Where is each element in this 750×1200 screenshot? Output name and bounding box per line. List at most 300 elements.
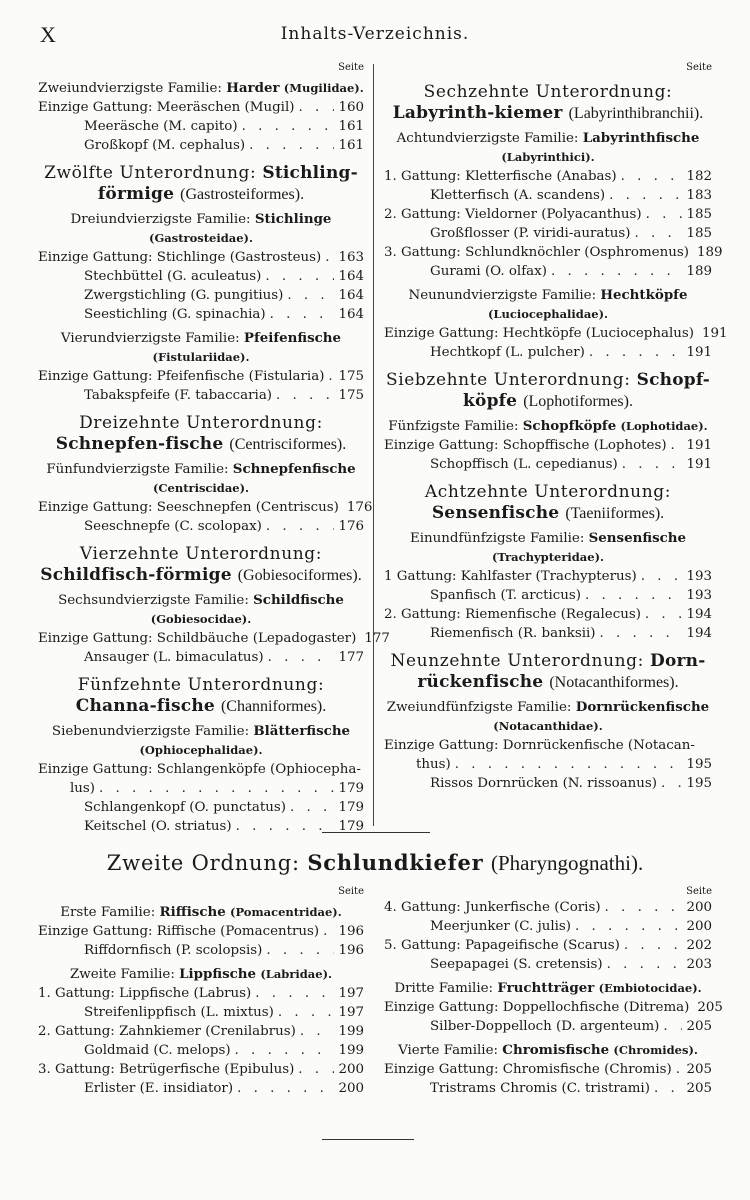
suborder-name: Schildfisch-förmige <box>40 565 232 585</box>
entry-text: Erlister (E. insidiator) <box>84 1081 234 1096</box>
suborder-name: Channa-fische <box>75 696 215 716</box>
suborder-prefix: Zwölfte Unterordnung: <box>44 163 257 183</box>
species-entry <box>38 286 364 305</box>
toc-list-left <box>38 79 390 836</box>
entry-text: Meeräsche (M. capito) <box>84 119 238 134</box>
family-heading <box>38 591 364 629</box>
leader-dots <box>294 98 334 117</box>
page-ref: 199 <box>338 1043 364 1058</box>
family-latin: (Labyrinthici). <box>501 150 595 164</box>
family-latin: (Luciocephalidae). <box>487 307 609 321</box>
entry-text: Riffdornfisch (P. scolopsis) <box>84 943 263 958</box>
page-ref: 176 <box>338 519 364 534</box>
page-ref: 203 <box>686 957 712 972</box>
species-entry <box>384 1017 712 1036</box>
page-ref: 179 <box>338 819 364 834</box>
entry-text: Stechbüttel (G. aculeatus) <box>84 269 262 284</box>
family-name: Schildfische <box>253 592 344 608</box>
entry-text: Ansauger (L. bimaculatus) <box>84 650 264 665</box>
family-heading <box>384 417 712 436</box>
suborder-prefix: Dreizehnte Unterordnung: <box>79 413 323 433</box>
leader-dots <box>630 224 682 243</box>
leader-dots <box>262 941 334 960</box>
suborder-heading <box>384 651 712 693</box>
entry-text: 3. Gattung: Betrügerfische (Epibulus) <box>38 1062 295 1077</box>
leader-dots <box>324 367 334 386</box>
leader-dots <box>274 1003 335 1022</box>
family-name: Schnepfenfische <box>232 461 356 477</box>
leader-dots <box>251 984 334 1003</box>
genus-entry <box>384 755 712 774</box>
genus-entry <box>38 1022 364 1041</box>
leader-dots <box>620 936 683 955</box>
leader-dots <box>672 1060 683 1079</box>
seite-label: Seite <box>686 886 712 897</box>
entry-text: 1 Gattung: Kahlfaster (Trachypterus) <box>384 569 637 584</box>
genus-entry <box>384 998 723 1017</box>
genus-entry <box>38 760 364 779</box>
leader-dots <box>245 136 334 155</box>
suborder-latin: (Gobiesociformes). <box>237 567 362 584</box>
leader-dots <box>95 779 334 798</box>
family-heading <box>38 722 364 760</box>
entry-text: 2. Gattung: Zahnkiemer (Crenilabrus) <box>38 1024 296 1039</box>
page-ref: 182 <box>686 169 712 184</box>
page-ref: 193 <box>686 588 712 603</box>
suborder-latin: (Taeniiformes). <box>565 505 665 522</box>
entry-text: Seepapagei (S. cretensis) <box>430 957 603 972</box>
family-latin: (Lophotidae). <box>620 419 708 433</box>
species-entry <box>38 386 364 405</box>
species-entry <box>38 817 364 836</box>
leader-dots <box>261 267 334 286</box>
genus-entry <box>38 248 364 267</box>
suborder-latin: (Lophotiformes). <box>523 393 633 410</box>
leader-dots <box>601 898 683 917</box>
family-label: Erste Familie: <box>60 905 156 920</box>
suborder-name: Schnepfen-fische <box>55 434 224 454</box>
leader-dots <box>642 205 683 224</box>
entry-text: Einzige Gattung: Hechtköpfe (Luciocephalus) <box>384 326 694 341</box>
leader-dots <box>571 917 682 936</box>
entry-text: Großkopf (M. cephalus) <box>84 138 246 153</box>
entry-text: Einzige Gattung: Riffische (Pomacentrus) <box>38 924 320 939</box>
page-ref: 177 <box>364 631 390 646</box>
page-ref: 196 <box>338 943 364 958</box>
suborder-latin: (Labyrinthibranchii). <box>568 105 704 122</box>
family-heading <box>384 286 712 324</box>
suborder-name: Labyrinth-kiemer <box>392 103 563 123</box>
family-name: Blätterfische <box>253 723 351 739</box>
leader-dots <box>596 624 683 643</box>
suborder-prefix: Sechzehnte Unterordnung: <box>423 82 673 102</box>
suborder-heading <box>38 413 364 455</box>
page-ref: 200 <box>338 1062 364 1077</box>
leader-dots <box>581 586 682 605</box>
order-right-column <box>384 886 723 1098</box>
family-latin: (Centriscidae). <box>152 481 250 495</box>
section-divider <box>322 832 430 833</box>
page-ref: 177 <box>338 650 364 665</box>
page-ref: 191 <box>686 457 712 472</box>
suborder-prefix: Achtzehnte Unterordnung: <box>424 482 672 502</box>
genus-entry <box>38 984 364 1003</box>
entry-text: 2. Gattung: Vieldorner (Polyacanthus) <box>384 207 642 222</box>
species-entry <box>38 267 364 286</box>
family-latin: (Labridae). <box>260 967 333 981</box>
family-latin: (Embiotocidae). <box>598 981 702 995</box>
species-entry <box>384 224 712 243</box>
page-ref: 179 <box>338 781 364 796</box>
leader-dots <box>618 455 683 474</box>
page-ref: 189 <box>696 245 723 260</box>
page-ref: 194 <box>686 607 712 622</box>
species-entry <box>384 955 712 974</box>
page-ref: 179 <box>338 800 364 815</box>
suborder-prefix: Fünfzehnte Unterordnung: <box>77 675 325 695</box>
page-ref: 185 <box>686 226 712 241</box>
family-label: Vierte Familie: <box>398 1043 499 1058</box>
species-entry <box>38 1041 364 1060</box>
genus-entry <box>384 243 723 262</box>
entry-text: 1. Gattung: Lippfische (Labrus) <box>38 986 252 1001</box>
family-name: Lippfische <box>179 966 257 982</box>
order-heading <box>0 850 750 876</box>
leader-dots <box>272 386 334 405</box>
entry-text: 3. Gattung: Schlundknöchler (Osphromenus) <box>384 245 689 260</box>
entry-text: 2. Gattung: Riemenfische (Regalecus) <box>384 607 641 622</box>
page-ref: 175 <box>338 388 364 403</box>
page-ref: 189 <box>686 264 712 279</box>
page-ref: 164 <box>338 288 364 303</box>
seite-label: Seite <box>338 62 364 73</box>
family-heading <box>38 79 364 98</box>
family-name: Hechtköpfe <box>600 287 688 303</box>
suborder-latin: (Gastrosteiformes). <box>180 186 305 203</box>
genus-entry <box>38 98 364 117</box>
page-ref: 191 <box>702 326 728 341</box>
page-ref: 197 <box>338 986 364 1001</box>
entry-text: Tabakspfeife (F. tabaccaria) <box>84 388 273 403</box>
family-label: Zweite Familie: <box>69 967 175 982</box>
family-latin: (Trachypteridae). <box>491 550 605 564</box>
family-latin: (Gastrosteidae). <box>149 231 253 245</box>
entry-text: Einzige Gattung: Schopffische (Lophotes) <box>384 438 667 453</box>
leader-dots <box>233 1079 334 1098</box>
suborder-name: Sensenfische <box>431 503 560 523</box>
genus-entry <box>38 367 364 386</box>
genus-entry <box>384 898 712 917</box>
family-latin: (Mugilidae). <box>283 81 364 95</box>
family-latin: (Ophiocephalidae). <box>139 743 263 757</box>
family-name: Harder <box>226 80 280 96</box>
family-name: Fruchtträger <box>497 980 595 996</box>
suborder-heading <box>38 675 364 717</box>
family-label: Dreiundvierzigste Familie: <box>70 212 251 227</box>
family-name: Riffische <box>159 904 226 920</box>
page-ref: 164 <box>338 269 364 284</box>
page-ref: 163 <box>338 250 364 265</box>
species-entry <box>384 455 712 474</box>
entry-text: Einzige Gattung: Doppellochfische (Ditrema) <box>384 1000 690 1015</box>
entry-text: Schlangenkopf (O. punctatus) <box>84 800 286 815</box>
page-ref: 200 <box>686 919 712 934</box>
entry-text: Einzige Gattung: Dornrückenfische (Notacan- <box>384 738 695 753</box>
leader-dots <box>283 286 334 305</box>
seite-label: Seite <box>338 886 364 897</box>
seite-label: Seite <box>686 62 712 73</box>
species-entry <box>384 262 712 281</box>
running-title: Inhalts-Verzeichnis. <box>280 24 470 44</box>
entry-text: Seestichling (G. spinachia) <box>84 307 266 322</box>
page-ref: 195 <box>686 776 712 791</box>
species-entry <box>38 305 364 324</box>
page-ref: 191 <box>686 438 712 453</box>
genus-entry <box>384 205 712 224</box>
order-name: Schlundkiefer <box>307 850 484 875</box>
species-entry <box>38 136 364 155</box>
entry-text: Einzige Gattung: Chromisfische (Chromis) <box>384 1062 672 1077</box>
suborder-heading <box>38 163 364 205</box>
species-entry <box>384 343 712 362</box>
genus-entry <box>38 922 364 941</box>
leader-dots <box>605 186 682 205</box>
entry-text: Kletterfisch (A. scandens) <box>430 188 606 203</box>
family-label: Siebenundvierzigste Familie: <box>51 724 250 739</box>
page-ref: 193 <box>686 569 712 584</box>
toc-list-order-left <box>38 903 364 1098</box>
family-label: Achtundvierzigste Familie: <box>396 131 579 146</box>
family-name: Sensenfische <box>588 530 687 546</box>
species-entry <box>384 1079 712 1098</box>
family-heading <box>384 129 712 167</box>
entry-text: Schopffisch (L. cepedianus) <box>430 457 618 472</box>
leader-dots <box>617 167 683 186</box>
species-entry <box>38 117 364 136</box>
order-latin: (Pharyngognathi). <box>490 851 644 875</box>
column-divider <box>373 64 374 826</box>
leader-dots <box>659 1017 682 1036</box>
genus-entry <box>384 167 712 186</box>
entry-text: Einzige Gattung: Schlangenköpfe (Ophiocepha- <box>38 762 361 777</box>
end-divider <box>322 1139 414 1140</box>
order-left-column <box>38 886 364 1098</box>
family-label: Zweiundfünfzigste Familie: <box>386 700 572 715</box>
species-entry <box>38 941 364 960</box>
genus-entry <box>384 567 712 586</box>
species-entry <box>384 586 712 605</box>
page-ref: 205 <box>697 1000 723 1015</box>
entry-text: 5. Gattung: Papageifische (Scarus) <box>384 938 620 953</box>
leader-dots <box>238 117 335 136</box>
page-ref: 176 <box>346 500 373 515</box>
family-heading <box>38 965 364 984</box>
family-latin: (Pomacentridae). <box>230 905 342 919</box>
suborder-heading <box>384 370 712 412</box>
family-name: Dornrückenfische <box>575 699 710 715</box>
leader-dots <box>296 1022 335 1041</box>
family-heading <box>384 1041 712 1060</box>
species-entry <box>384 917 712 936</box>
suborder-name: Dorn-rückenfische <box>417 651 706 692</box>
page-ref: 196 <box>338 924 364 939</box>
toc-list-right <box>384 82 728 793</box>
page-number: X <box>40 22 56 47</box>
leader-dots <box>603 955 683 974</box>
page-ref: 161 <box>338 119 364 134</box>
entry-text: Goldmaid (C. melops) <box>84 1043 231 1058</box>
suborder-name: Stichling-förmige <box>97 163 358 204</box>
suborder-latin: (Channiformes). <box>220 698 327 715</box>
order-prefix: Zweite Ordnung: <box>106 851 300 875</box>
family-heading <box>38 210 364 248</box>
family-heading <box>384 529 712 567</box>
entry-text: Tristrams Chromis (C. tristrami) <box>430 1081 650 1096</box>
page-ref: 205 <box>686 1019 712 1034</box>
entry-text: Keitschel (O. striatus) <box>84 819 232 834</box>
leader-dots <box>286 798 334 817</box>
entry-text: lus) <box>70 781 96 796</box>
genus-entry <box>38 1060 364 1079</box>
page-ref: 199 <box>338 1024 364 1039</box>
page-ref: 200 <box>686 900 712 915</box>
family-latin: (Fistulariidae). <box>152 350 250 364</box>
entry-text: Hechtkopf (L. pulcher) <box>430 345 585 360</box>
species-entry <box>384 186 712 205</box>
genus-entry <box>38 629 390 648</box>
genus-entry <box>384 605 712 624</box>
family-heading <box>384 979 712 998</box>
leader-dots <box>667 436 683 455</box>
leader-dots <box>294 1060 334 1079</box>
leader-dots <box>637 567 683 586</box>
family-label: Vierundvierzigste Familie: <box>60 331 240 346</box>
entry-text: Spanfisch (T. arcticus) <box>430 588 582 603</box>
suborder-latin: (Notacanthiformes). <box>549 674 679 691</box>
genus-entry <box>384 436 712 455</box>
leader-dots <box>657 774 682 793</box>
family-label: Sechsundvierzigste Familie: <box>58 593 249 608</box>
leader-dots <box>319 922 334 941</box>
family-latin: (Gobiesocidae). <box>150 612 252 626</box>
page-ref: 175 <box>338 369 364 384</box>
page-ref: 161 <box>338 138 364 153</box>
suborder-prefix: Vierzehnte Unterordnung: <box>79 544 323 564</box>
page-header <box>40 22 710 52</box>
species-entry <box>38 798 364 817</box>
genus-entry <box>38 498 373 517</box>
leader-dots <box>232 817 335 836</box>
leader-dots <box>262 517 335 536</box>
leader-dots <box>321 248 334 267</box>
page-ref: 202 <box>686 938 712 953</box>
page-ref: 160 <box>338 100 364 115</box>
page-ref: 194 <box>686 626 712 641</box>
entry-text: Zwergstichling (G. pungitius) <box>84 288 284 303</box>
family-name: Schopfköpfe <box>522 418 617 434</box>
genus-entry <box>384 936 712 955</box>
family-label: Einundfünfzigste Familie: <box>409 531 585 546</box>
species-entry <box>38 1079 364 1098</box>
leader-dots <box>650 1079 683 1098</box>
family-label: Fünfundvierzigste Familie: <box>46 462 229 477</box>
entry-text: Seeschnepfe (C. scolopax) <box>84 519 262 534</box>
left-column <box>38 62 390 836</box>
leader-dots <box>231 1041 335 1060</box>
family-label: Dritte Familie: <box>394 981 494 996</box>
genus-entry <box>384 1060 712 1079</box>
page-ref: 185 <box>686 207 712 222</box>
family-name: Stichlinge <box>254 211 332 227</box>
family-label: Fünfzigste Familie: <box>388 419 519 434</box>
suborder-heading <box>384 82 712 124</box>
leader-dots <box>266 305 335 324</box>
entry-text: thus) <box>416 757 451 772</box>
species-entry <box>384 774 712 793</box>
page-ref: 164 <box>338 307 364 322</box>
page-ref: 197 <box>338 1005 364 1020</box>
entry-text: Rissos Dornrücken (N. rissoanus) <box>430 776 657 791</box>
entry-text: 4. Gattung: Junkerfische (Coris) <box>384 900 601 915</box>
suborder-heading <box>38 544 364 586</box>
leader-dots <box>451 755 683 774</box>
suborder-name: Schopf-köpfe <box>463 370 711 411</box>
entry-text: Einzige Gattung: Meeräschen (Mugil) <box>38 100 295 115</box>
toc-list-order-right <box>384 898 723 1098</box>
entry-text: Einzige Gattung: Schildbäuche (Lepadogaster) <box>38 631 357 646</box>
entry-text: Silber-Doppelloch (D. argenteum) <box>430 1019 660 1034</box>
right-column <box>384 62 728 793</box>
page-ref: 195 <box>686 757 712 772</box>
page-ref: 205 <box>686 1081 712 1096</box>
genus-entry <box>384 324 728 343</box>
entry-text: Gurami (O. olfax) <box>430 264 547 279</box>
entry-text: Einzige Gattung: Seeschnepfen (Centriscus) <box>38 500 339 515</box>
leader-dots <box>585 343 683 362</box>
family-heading <box>384 698 712 736</box>
page-ref: 191 <box>686 345 712 360</box>
suborder-heading <box>384 482 712 524</box>
entry-text: 1. Gattung: Kletterfische (Anabas) <box>384 169 617 184</box>
suborder-prefix: Siebzehnte Unterordnung: <box>385 370 631 390</box>
family-heading <box>38 460 364 498</box>
family-heading <box>38 329 364 367</box>
genus-entry <box>384 736 712 755</box>
entry-text: Einzige Gattung: Stichlinge (Gastrosteus) <box>38 250 322 265</box>
leader-dots <box>264 648 335 667</box>
suborder-prefix: Neunzehnte Unterordnung: <box>390 651 644 671</box>
family-name: Chromisfische <box>502 1042 610 1058</box>
family-latin: (Notacanthidae). <box>493 719 603 733</box>
family-name: Labyrinthfische <box>582 130 700 146</box>
family-label: Neunundvierzigste Familie: <box>408 288 597 303</box>
page-ref: 183 <box>686 188 712 203</box>
species-entry <box>38 1003 364 1022</box>
page-ref: 200 <box>338 1081 364 1096</box>
page-ref: 205 <box>686 1062 712 1077</box>
species-entry <box>384 624 712 643</box>
leader-dots <box>547 262 683 281</box>
genus-entry <box>38 779 364 798</box>
entry-text: Streifenlippfisch (L. mixtus) <box>84 1005 274 1020</box>
entry-text: Meerjunker (C. julis) <box>430 919 572 934</box>
family-label: Zweiundvierzigste Familie: <box>38 81 222 96</box>
family-latin: (Chromides). <box>613 1043 698 1057</box>
species-entry <box>38 648 364 667</box>
species-entry <box>38 517 364 536</box>
entry-text: Einzige Gattung: Pfeifenfische (Fistularia) <box>38 369 325 384</box>
family-name: Pfeifenfische <box>243 330 342 346</box>
